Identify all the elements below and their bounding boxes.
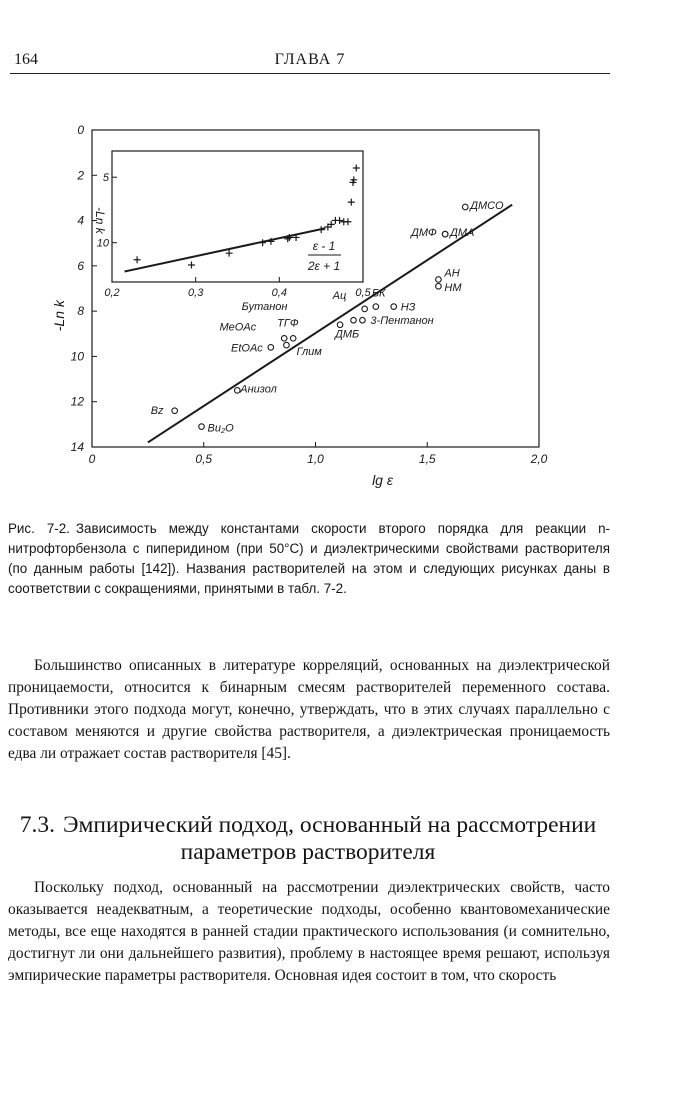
inset-x-tick-label: 0,4: [271, 287, 287, 299]
data-point-label: 3-Пентанон: [370, 315, 434, 328]
inset-y-tick-label: 10: [96, 237, 109, 250]
data-point-label: ДМСО: [470, 199, 504, 212]
y-tick-label: 14: [70, 440, 84, 454]
x-tick-label: 1,0: [307, 452, 324, 466]
y-tick-label: 8: [77, 304, 84, 319]
data-point-label: ДМБ: [335, 328, 360, 341]
inset-x-label-numerator: ε - 1: [312, 239, 336, 253]
paragraph-dielectric-correlations: Большинство описанных в литературе корреляций, основанных на диэлектрической проницаемости, относится к бинарным смесям растворителей переменного состава. Противники этого подхода могут, конечно, утверждать, что в этих случаях параллельно с составом меняются и другие свойства растворителя, а диэлектрическая проницаемость едва ли отражает состав растворителя [45].: [8, 657, 610, 762]
data-point-label: АН: [444, 267, 460, 280]
data-point-label: Бутанон: [241, 301, 288, 314]
y-tick-label: 0: [77, 123, 84, 137]
y-tick-label: 10: [70, 349, 84, 364]
inset-x-tick-label: 0,2: [104, 287, 120, 299]
figure-caption: [8, 519, 610, 599]
inset-y-axis-label: -Ln k: [93, 207, 107, 234]
data-point-ДМСО: [462, 204, 468, 210]
section-heading-7-3: [0, 812, 616, 866]
data-point-ДМБ: [337, 322, 343, 328]
running-head: [10, 51, 610, 74]
section-title: Эмпирический подход, основанный на рассмотрении параметров растворителя: [63, 812, 597, 865]
inset-x-label-denominator: 2ε + 1: [307, 259, 341, 273]
section-number: 7.3.: [19, 812, 56, 838]
data-point-MeOAc: [281, 336, 287, 342]
figure-7-2: [40, 118, 580, 490]
data-point-label: Анизол: [240, 383, 277, 396]
page-number: 164: [14, 51, 38, 68]
data-point-label: Bz: [150, 404, 164, 417]
data-point-label: БК: [371, 287, 386, 300]
data-point-label: ДМФ: [411, 227, 437, 240]
data-point-label: ДМА: [450, 227, 475, 240]
data-point-Бутанон: [351, 317, 357, 323]
y-tick-label: 4: [77, 213, 84, 228]
data-point-label: НМ: [444, 282, 462, 295]
x-tick-label: 0: [88, 452, 96, 466]
data-point-Ац: [362, 306, 368, 312]
x-axis-label: lg ε: [372, 472, 394, 488]
data-point-Анизол: [234, 388, 240, 394]
correlation-chart: [40, 118, 580, 490]
paragraph-empirical-approach: Поскольку подход, основанный на рассмотрении диэлектрических свойств, часто оказывается неадекватным, а теоретические подходы, особенно квантовомеханические методы, все еще находятся в ранней стадии практического использования (и сомнительно, достигнут ли они дальнейшего развития), проблему в настоящее время решают, используя эмпирические параметры растворителя. Основная идея состоит в том, что скорость: [8, 879, 610, 984]
x-tick-label: 2,0: [530, 452, 548, 466]
inset-x-tick-label: 0,3: [188, 287, 204, 299]
data-point-label: MeOAc: [219, 321, 257, 334]
x-tick-label: 1,5: [418, 452, 436, 466]
y-tick-label: 2: [77, 168, 84, 183]
y-tick-label: 6: [77, 258, 84, 273]
data-point-label: Ац: [332, 289, 347, 302]
inset-y-tick-label: 5: [102, 172, 109, 185]
data-point-label: НЗ: [400, 301, 416, 314]
data-point-НЗ: [391, 304, 397, 310]
caption-label: Рис. 7-2.: [8, 521, 70, 536]
data-point-Bz: [172, 408, 178, 414]
data-point-БК: [373, 304, 379, 310]
y-tick-label: 12: [70, 394, 84, 409]
data-point-3-Пентанон: [360, 317, 366, 323]
data-point-ДМА: [442, 231, 448, 237]
data-point-Bu₂O: [199, 424, 205, 430]
chapter-heading: ГЛАВА 7: [274, 51, 346, 68]
data-point-label: ТГФ: [277, 317, 299, 330]
data-point-НМ: [436, 283, 442, 289]
data-point-label: EtOAc: [231, 342, 263, 355]
data-point-label: Глим: [296, 346, 322, 359]
data-point-ТГФ: [290, 336, 296, 342]
y-axis-label: -Ln k: [51, 300, 67, 332]
data-point-АН: [436, 277, 442, 283]
data-point-EtOAc: [268, 345, 274, 351]
data-point-Глим: [284, 342, 290, 348]
x-tick-label: 0,5: [195, 452, 213, 466]
data-point-label: Bu₂O: [207, 422, 234, 435]
caption-text: Зависимость между константами скорости второго порядка для реакции n-нитрофторбензола с пиперидином (при 50°С) и диэлектрическими свойствами растворителя (по данным работы [142]). Названия растворителей на этом и следующих рисунках даны в соответствии с сокращениями, принятыми в табл. 7-2.: [8, 521, 611, 596]
inset-x-tick-label: 0,5: [355, 287, 371, 299]
